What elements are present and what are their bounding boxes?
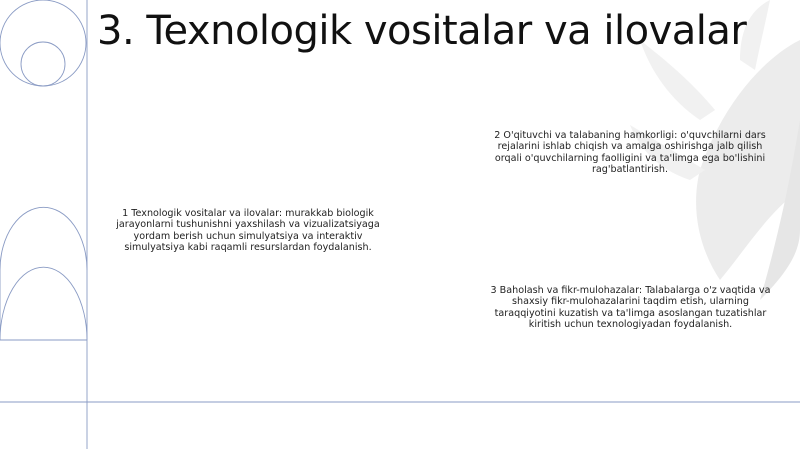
point-3-text: 3 Baholash va fikr-mulohazalar: Talabalarga o'z vaqtida va shaxsiy fikr-mulohazalarini taqdim etish, ularning taraqqiyotini kuzatish va ta'limga asoslangan tuzatishlar kiritish uchun texnologiyadan foydalanish. [490, 285, 771, 331]
deco-circle-large [0, 0, 86, 86]
point-2-text: 2 O'qituvchi va talabaning hamkorligi: o'quvchilarni dars rejalarini ishlab chiqish va amalga oshirishga jalb qilish orqali o'quvchilarning faolligini va ta'limga ega bo'lishini rag'batlantirish. [494, 130, 766, 176]
slide-title: 3. Texnologik vositalar va ilovalar [97, 8, 747, 54]
point-1-text: 1 Texnologik vositalar va ilovalar: murakkab biologik jarayonlarni tushunishni yaxshilash va vizualizatsiyaga yordam berish uchun simulyatsiya va interaktiv simulyatsiya kabi raqamli resurslardan foydalanish. [116, 208, 380, 254]
deco-circle-small [21, 42, 65, 86]
